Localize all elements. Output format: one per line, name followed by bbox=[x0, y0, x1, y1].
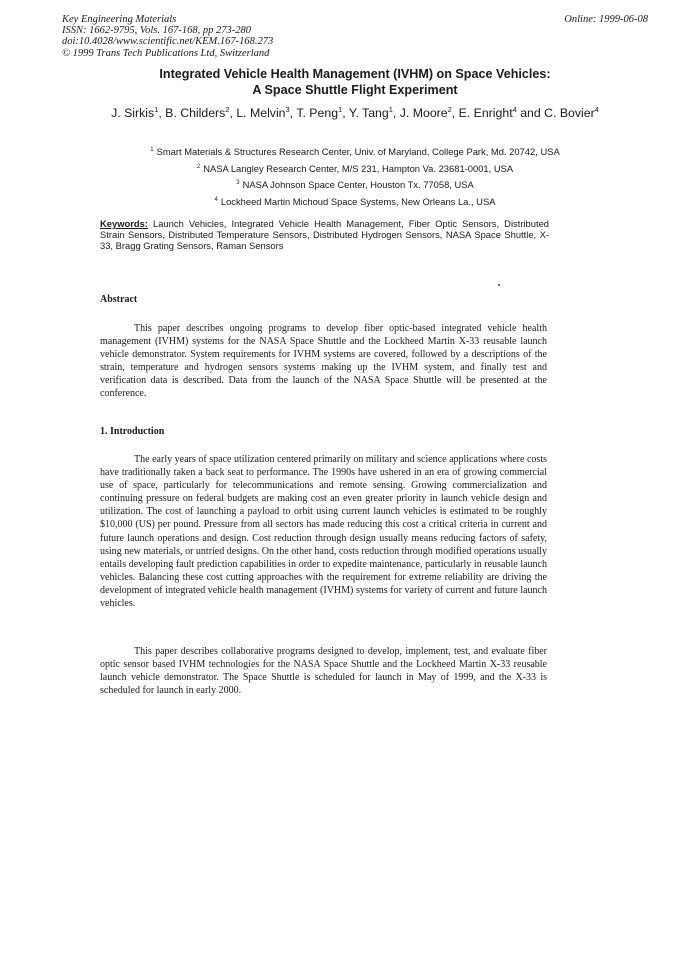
issn-line: ISSN: 1662-9795, Vols. 167-168, pp 273-280 bbox=[62, 25, 251, 37]
affiliation: $^1$ Smart Materials & Structures Research Center, Univ. of Maryland, College Park, Md. 20742, USA bbox=[150, 146, 560, 157]
copyright-line: © 1999 Trans Tech Publications Ltd, Switzerland bbox=[62, 47, 270, 59]
author: J. Sirkis$^1$, bbox=[111, 105, 166, 120]
author-list bbox=[90, 106, 620, 122]
author: L. Melvin$^3$, bbox=[236, 105, 297, 120]
author: Y. Tang$^1$, bbox=[348, 105, 400, 120]
journal-header bbox=[62, 14, 648, 59]
author: T. Peng$^1$, bbox=[296, 105, 349, 120]
affiliation: $^2$ NASA Langley Research Center, M/S 231, Hampton Va. 23681-0001, USA bbox=[196, 162, 514, 174]
title-line-1: Integrated Vehicle Health Management (IVHM) on Space Vehicles: bbox=[159, 67, 551, 81]
author: J. Moore$^2$, bbox=[399, 105, 459, 120]
keywords-label: Keywords: bbox=[100, 218, 148, 229]
introduction-heading: 1. Introduction bbox=[100, 426, 165, 437]
affiliation: $^4$ Lockheed Martin Michoud Space Systems, New Orleans La., USA bbox=[214, 195, 496, 207]
affiliation-list bbox=[62, 144, 648, 210]
introduction-paragraph: The early years of space utilization centered primarily on military and science applications where costs have traditionally taken a back seat to performance. The 1990s have ushered in an era of growing commercial use of space, particularly for telecommunications and remote sensing. Growing commercialization and continuing pressure on federal budgets are making cost an even greater priority in launch vehicle design and utilization. The cost of launching a payload to orbit using current launch vehicles is estimated to be roughly $10,000 (US) per pound. Pressure from all sectors has made reducing this cost a critical criteria in current and future launch operations and design. Cost reduction through design usually means reducing factors of safety, using new materials, or untried designs. On the other hand, costs reduction through modified operations usually entails developing fault prediction capabilities in order to expedite maintenance, particularly in reusable launch vehicles. Balancing these cost cutting approaches with the requirement for extreme reliability are driving the development of integrated vehicle health management (IVHM) systems for variety of current and future launch vehicles. bbox=[100, 454, 547, 610]
affiliation: $^3$ NASA Johnson Space Center, Houston Tx. 77058, USA bbox=[236, 179, 474, 190]
keywords-text: Launch Vehicles, Integrated Vehicle Health Management, Fiber Optic Sensors, Distributed Strain Sensors, Distributed Temperature Sensors, Distributed Hydrogen Sensors, NASA Space Shuttle, X-33, Bragg Grating Sensors, Raman Sensors bbox=[100, 218, 549, 252]
doi-line: doi:10.4028/www.scientific.net/KEM.167-168.273 bbox=[62, 36, 274, 48]
abstract-heading: Abstract bbox=[100, 294, 138, 305]
author: C. Bovier$^4$ bbox=[544, 105, 599, 120]
abstract-body bbox=[100, 322, 547, 401]
introduction-paragraph: This paper describes collaborative programs designed to develop, implement, test, and evaluate fiber optic sensor based IVHM technologies for the NASA Space Shuttle and the Lockheed Martin X-33 reusable launch vehicle demonstrator. The Space Shuttle is scheduled for launch in May of 1999, and the X-33 is scheduled for launch in early 2000. bbox=[100, 646, 547, 697]
author: E. Enright$^4$ and bbox=[458, 105, 545, 120]
title-line-2: A Space Shuttle Flight Experiment bbox=[252, 82, 458, 97]
journal-name: Key Engineering Materials bbox=[62, 14, 177, 25]
keywords-block bbox=[100, 218, 549, 252]
paper-title bbox=[62, 67, 648, 98]
abstract-text: This paper describes ongoing programs to develop fiber optic-based integrated vehicle health management (IVHM) systems for the NASA Space Shuttle and the Lockheed Martin X-33 reusable launch vehicle demonstrator. System requirements for IVHM systems are covered, followed by a descriptions of the strain, temperature and hydrogen sensors systems making up the IVHM system, and finally test and verification data is described. Data from the launch of the NASA Space Shuttle will be presented at the conference. bbox=[100, 323, 547, 400]
stray-mark bbox=[498, 284, 500, 286]
online-date: Online: 1999-06-08 bbox=[564, 14, 648, 25]
author: B. Childers$^2$, bbox=[165, 105, 237, 120]
